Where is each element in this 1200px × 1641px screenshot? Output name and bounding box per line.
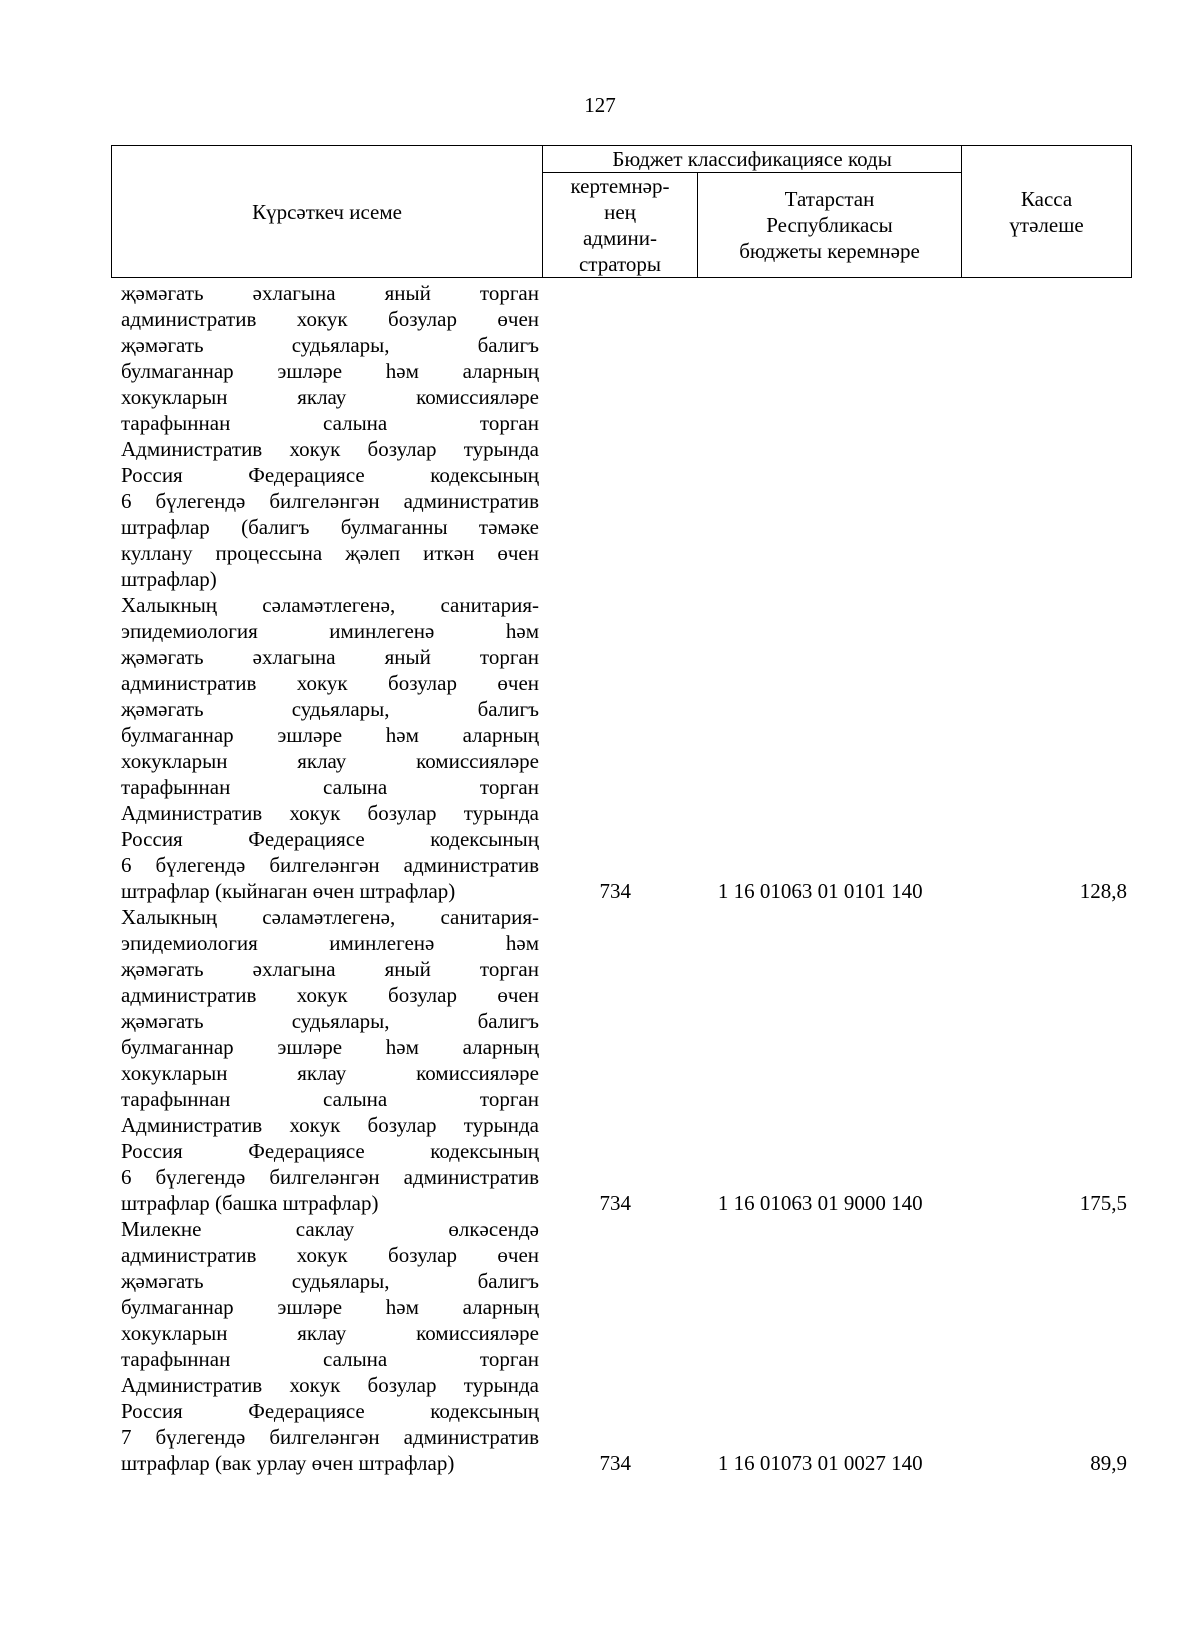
indicator-name-text	[121, 1216, 539, 1476]
indicator-line: Административ хокук бозулар турында	[121, 437, 539, 461]
header-revenue	[697, 173, 961, 278]
cash-sum-cell: 128,8	[1079, 879, 1127, 903]
indicator-line: 6 бүлегендә билгеләнгән административ	[121, 489, 539, 513]
indicator-line: җәмәгать әхлагына яный торган	[121, 957, 539, 981]
indicator-line: штрафлар (вак урлау өчен штрафлар)	[121, 1451, 455, 1475]
cash-sum-cell: 89,9	[1090, 1451, 1127, 1475]
header-cash-line: Касса	[1020, 186, 1073, 211]
page-number: 127	[584, 93, 616, 117]
indicator-name-text	[121, 280, 539, 592]
indicator-line: Россия Федерациясе кодексының	[121, 1399, 539, 1423]
table-row	[111, 1216, 1132, 1476]
indicator-line: хокукларын яклау комиссияләре	[121, 1321, 539, 1345]
header-admin-line: админи-	[582, 226, 657, 250]
indicator-line: Административ хокук бозулар турында	[121, 1113, 539, 1137]
table-row	[111, 904, 1132, 1216]
indicator-line: Административ хокук бозулар турында	[121, 1373, 539, 1397]
indicator-line: җәмәгать әхлагына яный торган	[121, 281, 539, 305]
indicator-line: тарафыннан салына торган	[121, 411, 539, 435]
table-header	[111, 145, 1132, 278]
indicator-line: булмаганнар эшләре һәм аларның	[121, 1295, 539, 1319]
indicator-line: булмаганнар эшләре һәм аларның	[121, 359, 539, 383]
indicator-line: штрафлар (кыйнаган өчен штрафлар)	[121, 879, 456, 903]
indicator-line: эпидемиология иминлегенә һәм	[121, 619, 539, 643]
revenue-code-cell: 1 16 01063 01 0101 140	[717, 879, 923, 903]
indicator-line: җәмәгать судьялары, балигъ	[121, 1009, 539, 1033]
header-admin-line: кертемнәр-	[570, 174, 670, 198]
table-row	[111, 280, 1132, 592]
indicator-name-text	[121, 904, 539, 1216]
indicator-line: Халыкның сәламәтлегенә, санитария-	[121, 593, 539, 617]
indicator-line: Россия Федерациясе кодексының	[121, 463, 539, 487]
indicator-line: җәмәгать судьялары, балигъ	[121, 697, 539, 721]
indicator-line: административ хокук бозулар өчен	[121, 1243, 539, 1267]
indicator-line: җәмәгать әхлагына яный торган	[121, 645, 539, 669]
indicator-name-cell	[111, 280, 539, 592]
header-admin-line: страторы	[578, 252, 661, 276]
indicator-line: Милекне саклау өлкәсендә	[121, 1217, 539, 1241]
header-cash-execution	[962, 146, 1132, 278]
indicator-line: тарафыннан салына торган	[121, 1087, 539, 1111]
indicator-name-text	[121, 592, 539, 904]
revenue-code-cell: 1 16 01073 01 0027 140	[717, 1451, 923, 1475]
header-revenue-line: Татарстан	[784, 187, 875, 211]
indicator-line: хокукларын яклау комиссияләре	[121, 749, 539, 773]
header-budget-code-group: Бюджет классификациясе коды	[543, 146, 962, 173]
admin-code-cell: 734	[599, 879, 631, 903]
table-row	[111, 592, 1132, 904]
indicator-line: булмаганнар эшләре һәм аларның	[121, 723, 539, 747]
indicator-name-cell	[111, 592, 539, 904]
indicator-line: эпидемиология иминлегенә һәм	[121, 931, 539, 955]
header-admin-line: нең	[604, 200, 636, 224]
indicator-line: штрафлар (башка штрафлар)	[121, 1191, 379, 1215]
indicator-line: хокукларын яклау комиссияләре	[121, 1061, 539, 1085]
revenue-code-cell: 1 16 01063 01 9000 140	[717, 1191, 923, 1215]
indicator-line: хокукларын яклау комиссияләре	[121, 385, 539, 409]
header-revenue-line: Республикасы	[766, 213, 893, 237]
admin-code-cell: 734	[599, 1191, 631, 1215]
indicator-name-cell	[111, 1216, 539, 1476]
indicator-line: тарафыннан салына торган	[121, 1347, 539, 1371]
indicator-line: 6 бүлегендә билгеләнгән административ	[121, 1165, 539, 1189]
indicator-line: куллану процессына җәлеп иткән өчен	[121, 541, 539, 565]
indicator-line: Халыкның сәламәтлегенә, санитария-	[121, 905, 539, 929]
indicator-line: административ хокук бозулар өчен	[121, 307, 539, 331]
admin-code-cell: 734	[599, 1451, 631, 1475]
indicator-line: тарафыннан салына торган	[121, 775, 539, 799]
indicator-line: Россия Федерациясе кодексының	[121, 1139, 539, 1163]
indicator-line: штрафлар (балигъ булмаганны тәмәке	[121, 515, 539, 539]
cash-sum-cell: 175,5	[1079, 1191, 1127, 1215]
table-body	[111, 280, 1132, 1476]
indicator-line: административ хокук бозулар өчен	[121, 671, 539, 695]
indicator-line: җәмәгать судьялары, балигъ	[121, 333, 539, 357]
header-admin	[543, 173, 698, 278]
indicator-line: административ хокук бозулар өчен	[121, 983, 539, 1007]
indicator-line: Россия Федерациясе кодексының	[121, 827, 539, 851]
indicator-name-cell	[111, 904, 539, 1216]
header-indicator-name: Күрсәткеч исеме	[112, 146, 543, 278]
indicator-line: Административ хокук бозулар турында	[121, 801, 539, 825]
indicator-line: штрафлар)	[121, 567, 217, 591]
indicator-line: 6 бүлегендә билгеләнгән административ	[121, 853, 539, 877]
indicator-line: булмаганнар эшләре һәм аларның	[121, 1035, 539, 1059]
indicator-line: җәмәгать судьялары, балигъ	[121, 1269, 539, 1293]
header-revenue-line: бюджеты керемнәре	[739, 239, 920, 263]
header-cash-line: үтәлеше	[1009, 212, 1084, 237]
indicator-line: 7 бүлегендә билгеләнгән административ	[121, 1425, 539, 1449]
